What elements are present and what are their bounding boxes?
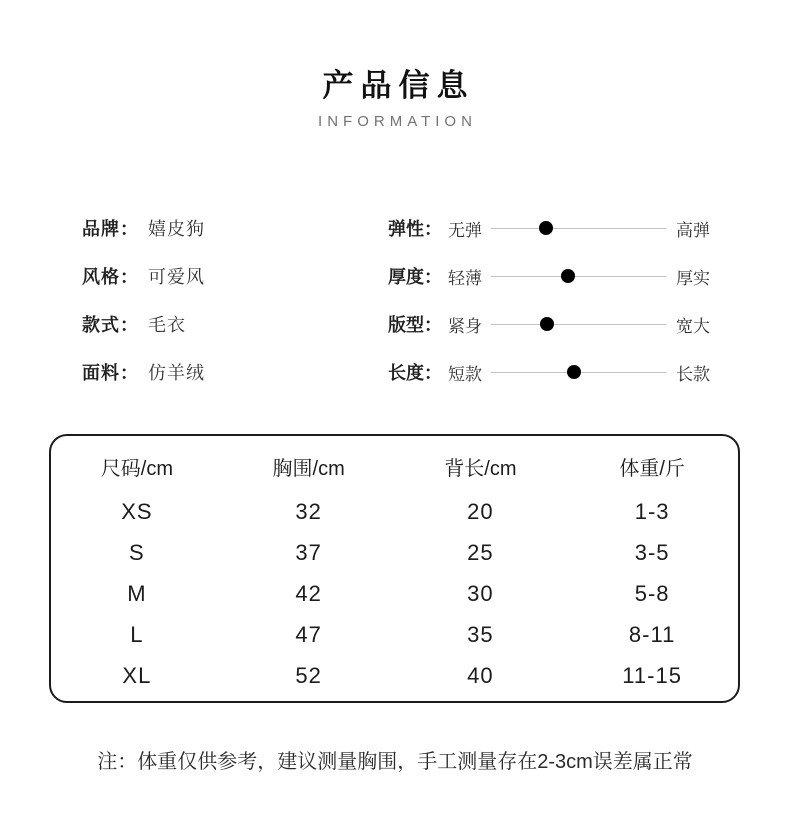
size-table-cell: 1-3 bbox=[634, 498, 670, 524]
slider-max-label: 厚实 bbox=[676, 268, 710, 288]
size-table-cell: S bbox=[129, 539, 145, 565]
slider-max-label: 宽大 bbox=[676, 316, 710, 336]
size-table-cell: 30 bbox=[467, 580, 494, 606]
slider-track bbox=[491, 228, 667, 229]
slider-row-length bbox=[388, 348, 710, 396]
slider-label: 版型： bbox=[388, 315, 442, 335]
slider-min-label: 轻薄 bbox=[448, 268, 482, 288]
attribute-row-type bbox=[82, 300, 342, 348]
slider-dot-icon bbox=[567, 365, 581, 379]
size-table-cell: 5-8 bbox=[634, 580, 670, 606]
size-table-cell: 37 bbox=[295, 539, 322, 565]
attribute-value: 嬉皮狗 bbox=[148, 219, 205, 239]
slider-min-label: 短款 bbox=[448, 364, 482, 384]
size-table-header: 背长/cm bbox=[444, 457, 517, 480]
slider-row-fit bbox=[388, 300, 710, 348]
page-subtitle: INFORMATION bbox=[318, 113, 477, 130]
slider-row-thickness bbox=[388, 252, 710, 300]
slider-row-elasticity bbox=[388, 204, 710, 252]
size-table-header: 胸围/cm bbox=[272, 457, 345, 480]
size-table-cell: 20 bbox=[467, 498, 494, 524]
slider-list bbox=[388, 204, 710, 396]
attribute-value: 可爱风 bbox=[148, 267, 205, 287]
attribute-row-brand bbox=[82, 204, 342, 252]
size-table-cell: 3-5 bbox=[634, 539, 670, 565]
attribute-value: 毛衣 bbox=[148, 315, 186, 335]
slider-max-label: 高弹 bbox=[676, 220, 710, 240]
slider-label: 长度： bbox=[388, 363, 442, 383]
page-title: 产品信息 bbox=[322, 68, 475, 103]
measurement-note: 注：体重仅供参考，建议测量胸围，手工测量存在2-3cm误差属正常 bbox=[97, 751, 693, 773]
slider-dot-icon bbox=[540, 317, 554, 331]
size-table-cell: 47 bbox=[295, 621, 322, 647]
slider-label: 厚度： bbox=[388, 267, 442, 287]
size-table-cell: 8-11 bbox=[628, 621, 676, 647]
header bbox=[0, 60, 790, 130]
slider-dot-icon bbox=[539, 221, 553, 235]
size-table-cell: 52 bbox=[295, 662, 322, 688]
size-table-cell: 42 bbox=[295, 580, 322, 606]
attribute-list bbox=[82, 204, 342, 396]
attribute-value: 仿羊绒 bbox=[148, 363, 205, 383]
attribute-row-style bbox=[82, 252, 342, 300]
attribute-label: 风格： bbox=[82, 267, 139, 287]
attribute-label: 面料： bbox=[82, 363, 139, 383]
size-table-cell: M bbox=[127, 580, 147, 606]
slider-dot-icon bbox=[561, 269, 575, 283]
slider-track bbox=[491, 372, 667, 373]
size-table-header: 尺码/cm bbox=[100, 457, 173, 480]
size-table-cell: XL bbox=[122, 662, 152, 688]
slider-label: 弹性： bbox=[388, 219, 442, 239]
size-table-cell: 40 bbox=[467, 662, 494, 688]
size-table-cell: 25 bbox=[467, 539, 494, 565]
size-table bbox=[49, 434, 740, 703]
size-table-header: 体重/斤 bbox=[619, 457, 685, 480]
slider-max-label: 长款 bbox=[676, 364, 710, 384]
attribute-label: 款式： bbox=[82, 315, 139, 335]
slider-min-label: 紧身 bbox=[448, 316, 482, 336]
size-table-cell: L bbox=[130, 621, 144, 647]
slider-track bbox=[491, 276, 667, 277]
attribute-label: 品牌： bbox=[82, 219, 139, 239]
slider-track bbox=[491, 324, 667, 325]
size-table-cell: 35 bbox=[467, 621, 494, 647]
size-table-cell: 32 bbox=[295, 498, 322, 524]
slider-min-label: 无弹 bbox=[448, 220, 482, 240]
size-table-cell: XS bbox=[121, 498, 153, 524]
attribute-row-fabric bbox=[82, 348, 342, 396]
size-table-cell: 11-15 bbox=[622, 662, 682, 688]
